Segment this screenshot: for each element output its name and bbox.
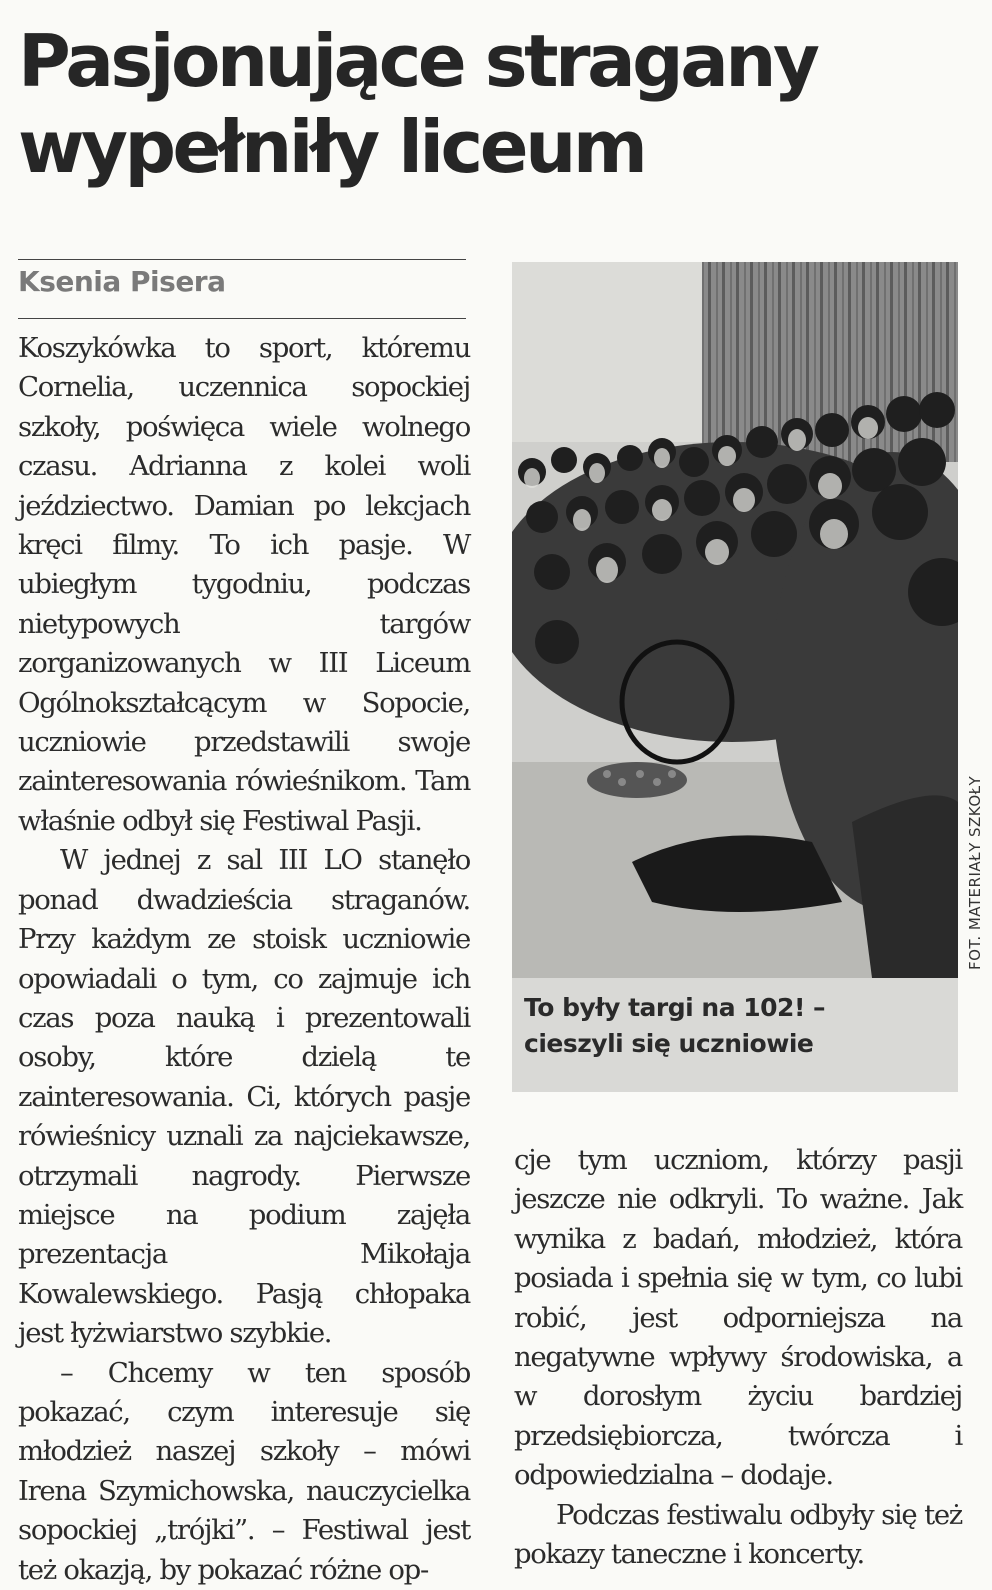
photo-credit: FOT. MATERIAŁY SZKOŁY xyxy=(966,775,984,970)
headline-line-1: Pasjonujące stragany xyxy=(18,19,817,103)
photo-caption-box xyxy=(512,978,958,1092)
author-byline: Ksenia Pisera xyxy=(18,265,226,298)
photo-caption xyxy=(524,990,944,1062)
author-rule-top xyxy=(18,259,466,260)
author-rule-bottom xyxy=(18,318,466,319)
article-column-left xyxy=(18,329,470,1590)
headline-line-2: wypełniły liceum xyxy=(18,105,645,189)
photo-students-audience xyxy=(512,262,958,978)
paragraph-3: – Chcemy w ten sposób pokazać, czym interesuje się młodzież naszej szkoły – mówi Irena Szymichowska, nauczycielka sopockiej „trójki”. – Festiwal jest też okazją, by pokazać różne op- xyxy=(18,1356,470,1586)
caption-line-1: To były targi na 102! – xyxy=(524,993,826,1022)
paragraph-5: Podczas festiwalu odbyły się też pokazy taneczne i koncerty. xyxy=(514,1498,962,1571)
article-headline xyxy=(18,18,978,190)
paragraph-1: Koszykówka to sport, któremu Cornelia, uczennica sopockiej szkoły, poświęca wiele wolnego czasu. Adrianna z kolei woli jeździectwo. Damian po lekcjach kręci filmy. To ich pasje. W ubiegłym tygodniu, podczas nietypowych targów zorganizowanych w III Liceum Ogólnokształcącym w Sopocie, uczniowie przedstawili swoje zainteresowania rówieśnikom. Tam właśnie odbył się Festiwal Pasji. xyxy=(18,332,470,837)
paragraph-2: W jednej z sal III LO stanęło ponad dwadzieścia straganów. Przy każdym ze stoisk uczniowie opowiadali o tym, co zajmuje ich czas poza nauką i prezentowali osoby, które dzielą te zainteresowania. Ci, których pasje rówieśnicy uznali za najciekawsze, otrzymali nagrody. Pierwsze miejsce na podium zajęła prezentacja Mikołaja Kowalewskiego. Pasją chłopaka jest łyżwiarstwo szybkie. xyxy=(18,844,470,1350)
paragraph-4: cje tym uczniom, którzy pasji jeszcze nie odkryli. To ważne. Jak wynika z badań, młodzież, która posiada i spełnia się w tym, co lubi robić, jest odporniejsza na negatywne wpływy środowiska, a w dorosłym życiu bardziej przedsiębiorcza, twórcza i odpowiedzialna – dodaje. xyxy=(514,1144,962,1492)
article-column-right xyxy=(514,1141,962,1574)
caption-line-2: cieszyli się uczniowie xyxy=(524,1029,814,1058)
article-photo xyxy=(512,262,958,978)
